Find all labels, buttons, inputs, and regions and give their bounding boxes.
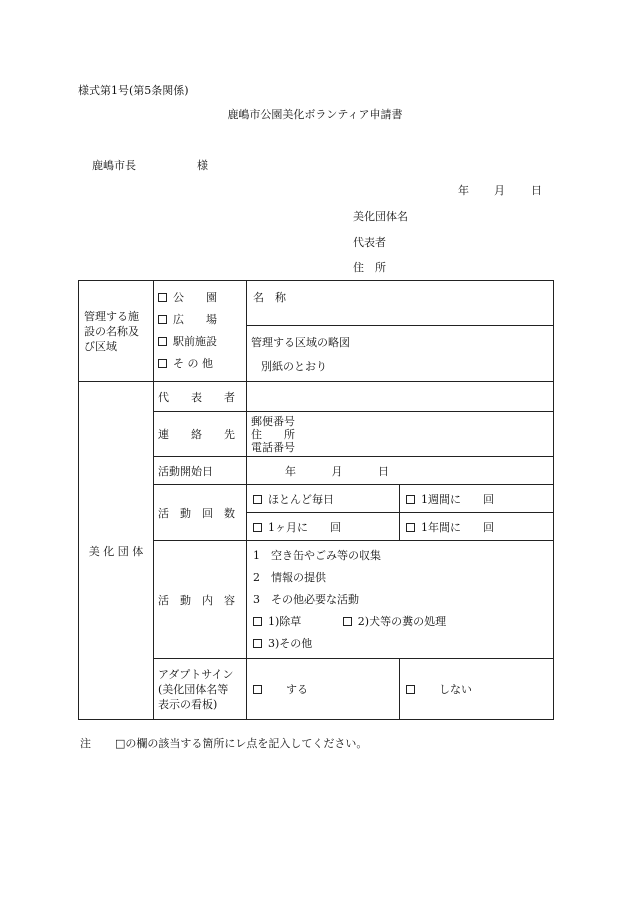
checkbox-icon[interactable] [158, 293, 167, 302]
content-sub-row [253, 611, 547, 633]
applicant-group-label: 美化団体名 [353, 210, 408, 223]
checkbox-icon[interactable] [406, 495, 415, 504]
facility-option-plaza[interactable]: 広 場 [158, 309, 242, 331]
checkbox-icon[interactable] [158, 315, 167, 324]
start-label: 活動開始日 [158, 464, 213, 478]
date-year-label: 年 [458, 184, 469, 197]
checkbox-icon[interactable] [406, 523, 415, 532]
start-day-label: 日 [378, 464, 389, 478]
content-sub-dog[interactable]: 2)犬等の糞の処理 [343, 615, 446, 628]
start-year-label: 年 [285, 464, 296, 478]
facility-option-park[interactable]: 公 園 [158, 287, 242, 309]
facility-header-cell [79, 281, 154, 382]
checkbox-icon[interactable] [343, 617, 352, 626]
content-item-other: 3 その他必要な活動 [253, 592, 359, 606]
content-sub-other[interactable]: 3)その他 [253, 633, 547, 655]
sign-label-line: (美化団体名等 [158, 682, 229, 696]
freq-option-weekly[interactable]: 1週間に 回 [400, 485, 554, 513]
form-number: 様式第1号(第5条関係) [78, 84, 189, 97]
date-day-label: 日 [531, 184, 542, 197]
rep-label-cell [154, 382, 247, 412]
content-label-cell [154, 541, 247, 659]
content-sub-weeding[interactable]: 1)除草 [253, 615, 301, 628]
sign-label-line: 表示の看板) [158, 697, 218, 711]
map-label: 管理する区域の略図 [251, 336, 350, 349]
group-header: 美 化 団 体 [88, 544, 144, 558]
note-text: □の欄の該当する箇所にレ点を記入してください。 [115, 737, 368, 750]
rep-value-cell[interactable] [247, 382, 554, 412]
addressee: 鹿嶋市長 [92, 159, 136, 172]
freq-option-monthly[interactable]: 1ヶ月に 回 [247, 513, 400, 541]
note-label: 注 [80, 737, 91, 750]
facility-option-other[interactable]: そ の 他 [158, 353, 242, 375]
start-label-cell [154, 457, 247, 485]
application-table [78, 280, 554, 720]
rep-label: 代 表 者 [158, 390, 235, 404]
facility-options-cell [154, 281, 247, 382]
map-cell[interactable] [247, 326, 554, 382]
checkbox-icon[interactable] [253, 639, 262, 648]
content-item-collect: 1 空き缶やごみ等の収集 [253, 548, 381, 562]
checkbox-icon[interactable] [253, 495, 262, 504]
checkbox-icon[interactable] [158, 359, 167, 368]
sign-label-cell [154, 659, 247, 720]
content-cell [247, 541, 554, 659]
content-label: 活 動 内 容 [158, 593, 235, 607]
checkbox-icon[interactable] [253, 685, 262, 694]
name-label: 名 称 [253, 291, 286, 304]
checkbox-icon[interactable] [253, 617, 262, 626]
applicant-address-label: 住 所 [353, 261, 386, 274]
phone-label: 電話番号 [251, 440, 295, 454]
date-month-label: 月 [494, 184, 505, 197]
freq-option-daily[interactable]: ほとんど毎日 [247, 485, 400, 513]
sign-option-no[interactable]: しない [400, 659, 554, 720]
freq-label: 活 動 回 数 [158, 506, 235, 520]
checkbox-icon[interactable] [253, 523, 262, 532]
content-item-info: 2 情報の提供 [253, 570, 326, 584]
applicant-rep-label: 代表者 [353, 236, 386, 249]
map-value: 別紙のとおり [261, 360, 327, 373]
postal-code-label: 郵便番号 [251, 414, 295, 428]
freq-label-cell [154, 485, 247, 541]
contact-address-label: 住 所 [251, 427, 295, 441]
sign-label-line: アダプトサイン [158, 667, 234, 681]
group-header-cell [79, 382, 154, 720]
page-title: 鹿嶋市公園美化ボランティア申請書 [227, 108, 403, 121]
name-cell[interactable] [247, 281, 554, 326]
start-date-cell[interactable] [247, 457, 554, 485]
freq-option-yearly[interactable]: 1年間に 回 [400, 513, 554, 541]
contact-label-cell [154, 412, 247, 457]
contact-value-cell[interactable] [247, 412, 554, 457]
checkbox-icon[interactable] [158, 337, 167, 346]
checkbox-icon[interactable] [406, 685, 415, 694]
facility-header: 管理する施設の名称及び区域 [84, 309, 139, 353]
contact-label: 連 絡 先 [158, 428, 235, 441]
start-month-label: 月 [331, 464, 343, 478]
sign-option-yes[interactable]: する [247, 659, 400, 720]
honorific: 様 [197, 159, 208, 172]
facility-option-station[interactable]: 駅前施設 [158, 331, 242, 353]
